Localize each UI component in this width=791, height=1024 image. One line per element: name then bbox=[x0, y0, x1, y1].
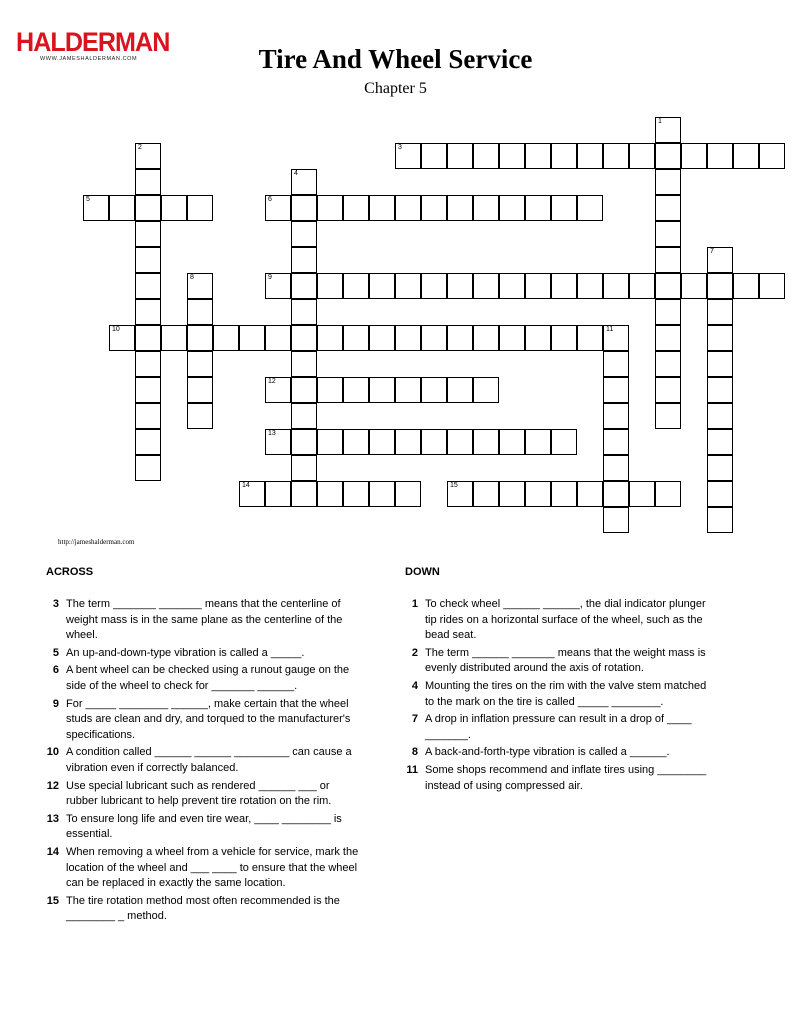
grid-cell[interactable] bbox=[525, 143, 551, 169]
grid-cell[interactable] bbox=[603, 507, 629, 533]
grid-cell[interactable] bbox=[395, 325, 421, 351]
down-clue bbox=[405, 679, 715, 710]
clue-text: A back-and-forth-type vibration is called a ______. bbox=[425, 746, 670, 759]
across-clue bbox=[46, 597, 361, 644]
down-clue-list bbox=[405, 597, 715, 796]
down-clue bbox=[405, 712, 715, 743]
grid-cell[interactable] bbox=[343, 273, 369, 299]
grid-cell[interactable] bbox=[421, 325, 447, 351]
grid-cell[interactable] bbox=[395, 481, 421, 507]
clue-number: 13 bbox=[268, 430, 276, 437]
grid-cell[interactable] bbox=[577, 325, 603, 351]
grid-cell[interactable] bbox=[681, 273, 707, 299]
grid-cell[interactable] bbox=[369, 429, 395, 455]
grid-cell[interactable] bbox=[551, 429, 577, 455]
clue-number-label: 8 bbox=[411, 746, 418, 759]
clue-number-label: 2 bbox=[411, 646, 418, 659]
grid-cell[interactable] bbox=[109, 195, 135, 221]
grid-cell[interactable] bbox=[655, 273, 681, 299]
clue-number: 9 bbox=[268, 274, 272, 281]
grid-cell[interactable] bbox=[707, 481, 733, 507]
grid-cell[interactable] bbox=[577, 143, 603, 169]
grid-cell[interactable] bbox=[343, 429, 369, 455]
clue-text: When removing a wheel from a vehicle for service, mark the location of the wheel and ___ ____ to ensure that the wheel can be replaced in exactly the same location. bbox=[66, 845, 359, 890]
grid-cell[interactable] bbox=[629, 143, 655, 169]
grid-cell[interactable] bbox=[291, 377, 317, 403]
grid-cell[interactable] bbox=[577, 195, 603, 221]
clue-number: 6 bbox=[268, 196, 272, 203]
clue-number-label: 1 bbox=[411, 598, 418, 610]
clue-number: 5 bbox=[86, 196, 90, 203]
grid-cell[interactable] bbox=[343, 481, 369, 507]
grid-cell[interactable] bbox=[707, 403, 733, 429]
grid-cell[interactable] bbox=[317, 195, 343, 221]
clue-text: The term ______ _______ means that the weight mass is evenly distributed around the axis of rotation. bbox=[425, 646, 706, 675]
logo-url: WWW.JAMESHALDERMAN.COM bbox=[40, 56, 138, 62]
clue-text: Use special lubricant such as rendered ______ ___ or rubber lubricant to help prevent tire rotation on the rim. bbox=[66, 779, 332, 808]
grid-cell[interactable] bbox=[265, 273, 291, 299]
grid-cell[interactable] bbox=[655, 325, 681, 351]
grid-cell[interactable] bbox=[629, 273, 655, 299]
grid-cell[interactable] bbox=[421, 273, 447, 299]
grid-cell[interactable] bbox=[499, 429, 525, 455]
grid-cell[interactable] bbox=[369, 273, 395, 299]
down-heading: DOWN bbox=[405, 566, 440, 578]
grid-cell[interactable] bbox=[603, 481, 629, 507]
clue-number-label: 11 bbox=[406, 763, 418, 776]
clue-text: Mounting the tires on the rim with the valve stem matched to the mark on the tire is called _____ ________. bbox=[425, 679, 707, 708]
grid-cell[interactable] bbox=[551, 325, 577, 351]
grid-cell[interactable] bbox=[499, 325, 525, 351]
clue-text: The tire rotation method most often recommended is the ________ _ method. bbox=[66, 894, 340, 923]
grid-cell[interactable] bbox=[473, 143, 499, 169]
grid-cell[interactable] bbox=[603, 351, 629, 377]
page-subtitle: Chapter 5 bbox=[364, 80, 427, 97]
grid-cell[interactable] bbox=[317, 481, 343, 507]
grid-cell[interactable] bbox=[551, 143, 577, 169]
grid-cell[interactable] bbox=[369, 377, 395, 403]
grid-cell[interactable] bbox=[525, 481, 551, 507]
grid-cell[interactable] bbox=[135, 169, 161, 195]
grid-cell[interactable] bbox=[135, 195, 161, 221]
grid-cell[interactable] bbox=[473, 377, 499, 403]
grid-cell[interactable] bbox=[291, 429, 317, 455]
grid-cell[interactable] bbox=[239, 481, 265, 507]
clue-number: 1 bbox=[658, 118, 662, 125]
grid-cell[interactable] bbox=[317, 325, 343, 351]
clue-text: A condition called ______ ______ _________ can cause a vibration even if correctly balanced. bbox=[66, 746, 352, 774]
grid-cell[interactable] bbox=[499, 481, 525, 507]
clue-text: To ensure long life and even tire wear, ____ ________ is essential. bbox=[66, 812, 342, 841]
grid-cell[interactable] bbox=[603, 455, 629, 481]
grid-cell[interactable] bbox=[291, 403, 317, 429]
grid-cell[interactable] bbox=[239, 325, 265, 351]
grid-cell[interactable] bbox=[707, 455, 733, 481]
grid-cell[interactable] bbox=[655, 247, 681, 273]
clue-number: 15 bbox=[450, 482, 458, 489]
grid-cell[interactable] bbox=[369, 325, 395, 351]
grid-cell[interactable] bbox=[473, 273, 499, 299]
grid-cell[interactable] bbox=[135, 299, 161, 325]
grid-cell[interactable] bbox=[603, 403, 629, 429]
clue-text: A bent wheel can be checked using a runout gauge on the side of the wheel to check for _______ ______. bbox=[66, 664, 350, 692]
clue-text: Some shops recommend and inflate tires using ________ instead of using compressed air. bbox=[425, 763, 707, 792]
grid-cell[interactable] bbox=[135, 143, 161, 169]
grid-cell[interactable] bbox=[291, 351, 317, 377]
clue-number: 2 bbox=[138, 144, 142, 151]
grid-cell[interactable] bbox=[707, 143, 733, 169]
clue-text: An up-and-down-type vibration is called a _____. bbox=[66, 646, 305, 659]
clue-number-label: 7 bbox=[411, 713, 418, 726]
grid-cell[interactable] bbox=[707, 299, 733, 325]
clue-text: To check wheel ______ ______, the dial indicator plunger tip rides on a horizontal surface of the wheel, such as the bead seat. bbox=[425, 598, 706, 642]
clue-text: The term _______ _______ means that the centerline of weight mass is in the same plane as the centerline of the wheel. bbox=[66, 598, 343, 642]
across-clue-list bbox=[46, 597, 361, 927]
grid-cell[interactable] bbox=[395, 273, 421, 299]
grid-cell[interactable] bbox=[135, 429, 161, 455]
clue-number: 3 bbox=[398, 144, 402, 151]
grid-cell[interactable] bbox=[707, 351, 733, 377]
grid-cell[interactable] bbox=[681, 143, 707, 169]
grid-cell[interactable] bbox=[655, 377, 681, 403]
grid-cell[interactable] bbox=[447, 273, 473, 299]
grid-cell[interactable] bbox=[265, 481, 291, 507]
grid-cell[interactable] bbox=[421, 195, 447, 221]
down-clue bbox=[405, 763, 715, 794]
across-clue bbox=[46, 894, 361, 925]
grid-cell[interactable] bbox=[395, 429, 421, 455]
grid-cell[interactable] bbox=[551, 481, 577, 507]
grid-cell[interactable] bbox=[135, 325, 161, 351]
grid-cell[interactable] bbox=[187, 351, 213, 377]
clue-number: 12 bbox=[268, 378, 276, 385]
grid-cell[interactable] bbox=[655, 481, 681, 507]
grid-cell[interactable] bbox=[473, 325, 499, 351]
grid-cell[interactable] bbox=[655, 351, 681, 377]
grid-cell[interactable] bbox=[759, 273, 785, 299]
clue-number-label: 15 bbox=[46, 894, 59, 907]
grid-cell[interactable] bbox=[447, 429, 473, 455]
grid-cell[interactable] bbox=[135, 377, 161, 403]
grid-cell[interactable] bbox=[395, 143, 421, 169]
grid-cell[interactable] bbox=[499, 273, 525, 299]
grid-cell[interactable] bbox=[707, 247, 733, 273]
grid-cell[interactable] bbox=[265, 195, 291, 221]
grid-cell[interactable] bbox=[655, 195, 681, 221]
grid-cell[interactable] bbox=[551, 195, 577, 221]
grid-cell[interactable] bbox=[603, 325, 629, 351]
grid-cell[interactable] bbox=[525, 273, 551, 299]
grid-cell[interactable] bbox=[577, 481, 603, 507]
grid-cell[interactable] bbox=[135, 221, 161, 247]
clue-number-label: 4 bbox=[411, 679, 418, 692]
grid-cell[interactable] bbox=[603, 143, 629, 169]
down-clue bbox=[405, 597, 715, 644]
grid-cell[interactable] bbox=[265, 325, 291, 351]
grid-cell[interactable] bbox=[291, 169, 317, 195]
grid-cell[interactable] bbox=[187, 273, 213, 299]
footer-url: http://jameshalderman.com bbox=[58, 538, 135, 546]
across-heading: ACROSS bbox=[46, 566, 94, 578]
grid-cell[interactable] bbox=[473, 195, 499, 221]
clue-number: 10 bbox=[112, 326, 120, 333]
clue-number: 14 bbox=[242, 482, 250, 489]
grid-cell[interactable] bbox=[603, 429, 629, 455]
grid-cell[interactable] bbox=[187, 299, 213, 325]
grid-cell[interactable] bbox=[707, 273, 733, 299]
grid-cell[interactable] bbox=[291, 221, 317, 247]
grid-cell[interactable] bbox=[499, 195, 525, 221]
grid-cell[interactable] bbox=[655, 169, 681, 195]
across-clue bbox=[46, 812, 361, 843]
across-clue bbox=[46, 663, 361, 694]
grid-cell[interactable] bbox=[291, 247, 317, 273]
grid-cell[interactable] bbox=[447, 377, 473, 403]
across-clue bbox=[46, 845, 361, 892]
grid-cell[interactable] bbox=[109, 325, 135, 351]
grid-cell[interactable] bbox=[343, 195, 369, 221]
grid-cell[interactable] bbox=[551, 273, 577, 299]
across-clue bbox=[46, 779, 361, 810]
clue-number: 11 bbox=[606, 326, 614, 333]
grid-cell[interactable] bbox=[135, 455, 161, 481]
grid-cell[interactable] bbox=[135, 403, 161, 429]
grid-cell[interactable] bbox=[655, 117, 681, 143]
clue-number-label: 14 bbox=[46, 845, 59, 858]
grid-cell[interactable] bbox=[707, 325, 733, 351]
across-clue bbox=[46, 745, 361, 776]
grid-cell[interactable] bbox=[707, 377, 733, 403]
grid-cell[interactable] bbox=[447, 143, 473, 169]
grid-cell[interactable] bbox=[187, 195, 213, 221]
across-clue bbox=[46, 646, 361, 662]
grid-cell[interactable] bbox=[447, 325, 473, 351]
grid-cell[interactable] bbox=[343, 325, 369, 351]
grid-cell[interactable] bbox=[317, 429, 343, 455]
logo-wordmark: HALDERMAN bbox=[16, 27, 170, 57]
grid-cell[interactable] bbox=[655, 221, 681, 247]
grid-cell[interactable] bbox=[265, 429, 291, 455]
grid-cell[interactable] bbox=[83, 195, 109, 221]
clue-number-label: 6 bbox=[52, 664, 59, 677]
grid-cell[interactable] bbox=[629, 481, 655, 507]
grid-cell[interactable] bbox=[369, 195, 395, 221]
grid-cell[interactable] bbox=[707, 507, 733, 533]
grid-cell[interactable] bbox=[525, 195, 551, 221]
clue-number-label: 9 bbox=[52, 697, 59, 710]
grid-cell[interactable] bbox=[265, 377, 291, 403]
grid-cell[interactable] bbox=[395, 377, 421, 403]
grid-cell[interactable] bbox=[291, 273, 317, 299]
grid-cell[interactable] bbox=[603, 273, 629, 299]
page-title: Tire And Wheel Service bbox=[258, 44, 533, 74]
grid-cell[interactable] bbox=[447, 195, 473, 221]
clue-number-label: 5 bbox=[52, 646, 59, 659]
grid-cell[interactable] bbox=[291, 195, 317, 221]
grid-cell[interactable] bbox=[135, 247, 161, 273]
down-clue bbox=[405, 646, 715, 677]
grid-cell[interactable] bbox=[421, 377, 447, 403]
grid-cell[interactable] bbox=[577, 273, 603, 299]
grid-cell[interactable] bbox=[655, 143, 681, 169]
grid-cell[interactable] bbox=[291, 481, 317, 507]
grid-cell[interactable] bbox=[213, 325, 239, 351]
grid-cell[interactable] bbox=[343, 377, 369, 403]
grid-cell[interactable] bbox=[447, 481, 473, 507]
grid-cell[interactable] bbox=[733, 273, 759, 299]
clue-text: For _____ ________ ______, make certain that the wheel studs are clean and dry, and torqued to the manufacturer's specifications. bbox=[66, 697, 351, 741]
grid-cell[interactable] bbox=[291, 325, 317, 351]
clue-number: 7 bbox=[710, 248, 714, 255]
clue-text: A drop in inflation pressure can result in a drop of ____ _______. bbox=[425, 713, 692, 741]
across-clue bbox=[46, 697, 361, 744]
grid-cell[interactable] bbox=[187, 325, 213, 351]
grid-cell[interactable] bbox=[655, 299, 681, 325]
grid-cell[interactable] bbox=[161, 195, 187, 221]
grid-cell[interactable] bbox=[317, 377, 343, 403]
grid-cell[interactable] bbox=[135, 351, 161, 377]
grid-cell[interactable] bbox=[421, 429, 447, 455]
grid-cell[interactable] bbox=[525, 325, 551, 351]
clue-number-label: 10 bbox=[46, 746, 59, 759]
grid-cell[interactable] bbox=[473, 429, 499, 455]
grid-cell[interactable] bbox=[187, 403, 213, 429]
grid-cell[interactable] bbox=[733, 143, 759, 169]
clue-number: 8 bbox=[190, 274, 194, 281]
grid-cell[interactable] bbox=[317, 273, 343, 299]
grid-cell[interactable] bbox=[369, 481, 395, 507]
grid-cell[interactable] bbox=[395, 195, 421, 221]
grid-cell[interactable] bbox=[499, 143, 525, 169]
grid-cell[interactable] bbox=[291, 455, 317, 481]
clue-number-label: 12 bbox=[46, 779, 59, 792]
grid-cell[interactable] bbox=[759, 143, 785, 169]
grid-cell[interactable] bbox=[161, 325, 187, 351]
grid-cell[interactable] bbox=[135, 273, 161, 299]
clue-number-label: 3 bbox=[52, 598, 59, 610]
grid-cell[interactable] bbox=[473, 481, 499, 507]
grid-cell[interactable] bbox=[655, 403, 681, 429]
grid-cell[interactable] bbox=[187, 377, 213, 403]
grid-cell[interactable] bbox=[603, 377, 629, 403]
grid-cell[interactable] bbox=[707, 429, 733, 455]
down-clue bbox=[405, 745, 715, 761]
clue-number: 4 bbox=[294, 170, 298, 177]
grid-cell[interactable] bbox=[291, 299, 317, 325]
grid-cell[interactable] bbox=[421, 143, 447, 169]
grid-cell[interactable] bbox=[525, 429, 551, 455]
clue-number-label: 13 bbox=[46, 812, 59, 825]
